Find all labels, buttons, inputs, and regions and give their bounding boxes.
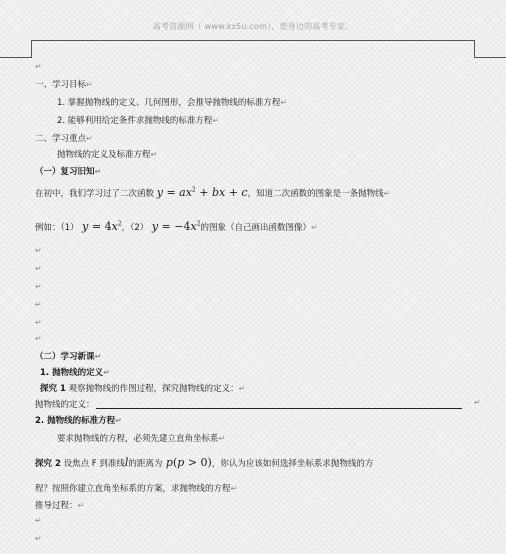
definition-blank-line [96, 408, 462, 409]
example-line: 例如：（1） $y = 4x^2$，（2） $y = -4x^2$的图象（自己画出函数图像）↵ [35, 220, 318, 233]
coordinate-system-note: 要求抛物线的方程，必须先建立直角坐标系↵ [57, 434, 226, 444]
paragraph-mark: ↵ [35, 334, 42, 343]
paragraph-mark: ↵ [474, 398, 481, 407]
explore-2: 探究 2 设焦点 F 到准线l的距离为 p(p > 0)，你认为应该如何选择坐标系求抛物线的方 [35, 456, 374, 469]
explore-2-continued: 程？按照你建立直角坐标系的方案，求抛物线的方程↵ [35, 484, 238, 494]
formula-1: $y = 4x^2$ [78, 220, 122, 233]
quadratic-formula: $y = ax^2$ + bx + c [156, 186, 248, 199]
definition-label: 抛物线的定义： [35, 400, 95, 410]
paragraph-mark: ↵ [35, 318, 42, 327]
formula-2: $y = -4x^2$ [148, 220, 201, 233]
paragraph-mark: ↵ [35, 264, 42, 273]
paragraph-mark: ↵ [35, 62, 42, 71]
key-point-text: 抛物线的定义及标准方程↵ [57, 150, 158, 160]
paragraph-mark: ↵ [35, 300, 42, 309]
review-paragraph: 在初中，我们学习过了二次函数 $y = ax^2$ + bx + c，知道二次函数的图象是一条抛物线↵ [35, 186, 391, 199]
objective-item-1: 1. 掌握抛物线的定义、几何图形，会推导抛物线的标准方程↵ [57, 98, 288, 108]
directrix-symbol: l [124, 456, 129, 469]
header-text: 高考资源网（ www.ks5u.com），您身边的高考专家。 [152, 22, 354, 31]
paragraph-mark: ↵ [35, 282, 42, 291]
standard-equation-subheading: 2. 抛物线的标准方程↵ [35, 416, 122, 426]
derivation-label: 推导过程：↵ [35, 501, 85, 511]
review-heading: （一）复习旧知↵ [35, 167, 102, 177]
paragraph-mark: ↵ [35, 246, 42, 255]
objective-item-2: 2. 能够利用给定条件求抛物线的标准方程↵ [57, 116, 220, 126]
paragraph-mark: ↵ [35, 516, 42, 525]
explore-1: 探究 1 观察抛物线的作图过程，探究抛物线的定义：↵ [40, 384, 246, 394]
section1-heading: 一、学习目标↵ [35, 80, 93, 90]
new-lesson-heading: （二）学习新课↵ [35, 352, 102, 362]
definition-subheading: 1. 抛物线的定义↵ [40, 368, 110, 378]
paragraph-mark: ↵ [35, 534, 42, 543]
section2-heading: 二、学习重点↵ [35, 134, 93, 144]
distance-formula: p(p > 0) [162, 456, 212, 469]
